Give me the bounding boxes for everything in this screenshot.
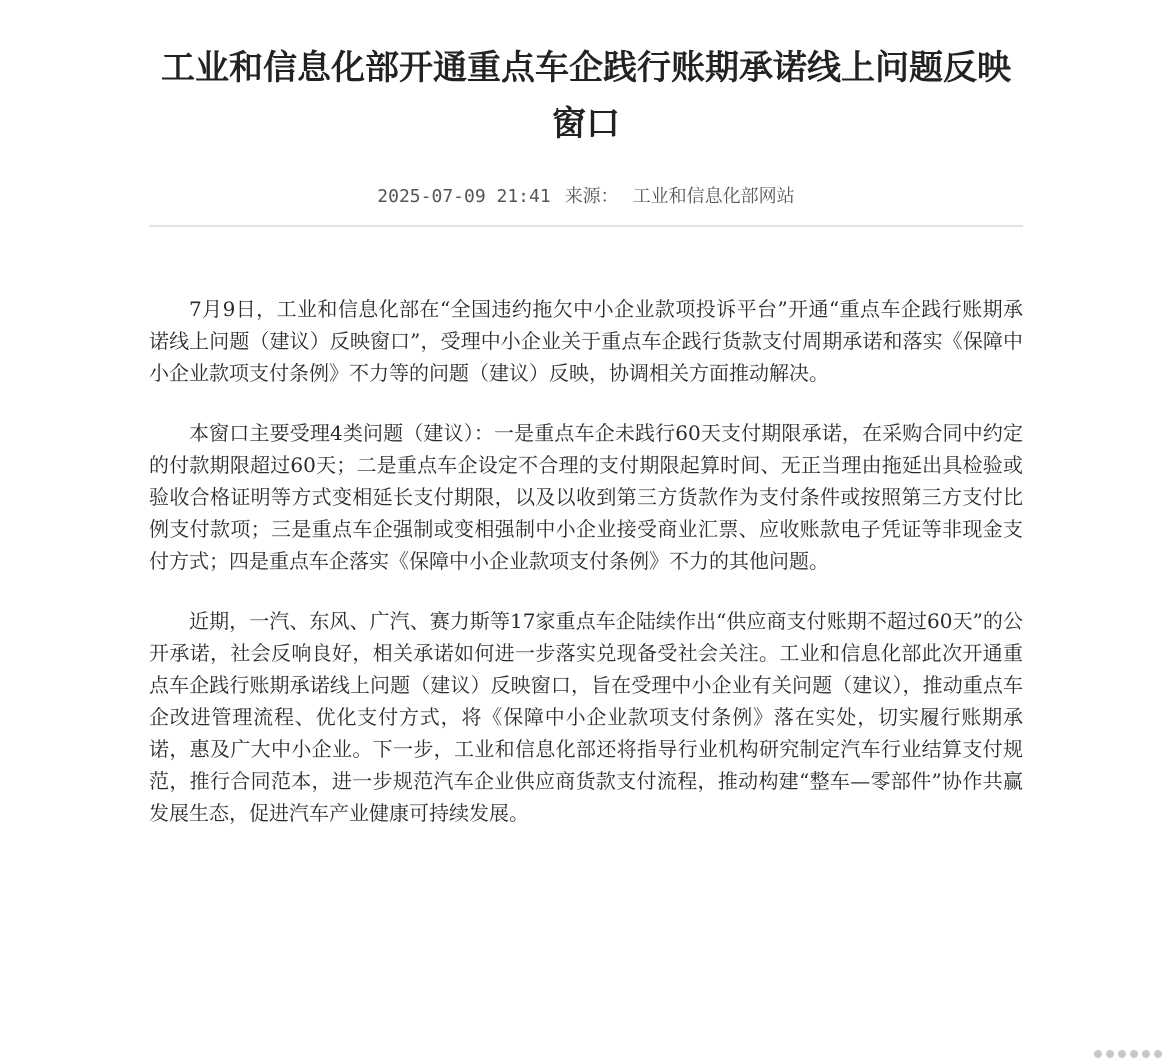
watermark-dot bbox=[1106, 1050, 1114, 1058]
paragraph: 近期，一汽、东风、广汽、赛力斯等17家重点车企陆续作出“供应商支付账期不超过60天”的公开承诺，社会反响良好，相关承诺如何进一步落实兑现备受社会关注。工业和信息化部此次开通重点车企践行账期承诺线上问题（建议）反映窗口，旨在受理中小企业有关问题（建议），推动重点车企改进管理流程、优化支付方式，将《保障中小企业款项支付条例》落在实处，切实履行账期承诺，惠及广大中小企业。下一步，工业和信息化部还将指导行业机构研究制定汽车行业结算支付规范，推行合同范本，进一步规范汽车企业供应商货款支付流程，推动构建“整车—零部件”协作共赢发展生态，促进汽车产业健康可持续发展。 bbox=[149, 609, 1023, 825]
watermark-dots bbox=[1094, 1050, 1162, 1058]
watermark-dot bbox=[1094, 1050, 1102, 1058]
paragraph: 本窗口主要受理4类问题（建议）：一是重点车企未践行60天支付期限承诺，在采购合同中约定的付款期限超过60天；二是重点车企设定不合理的支付期限起算时间、无正当理由拖延出具检验或验收合格证明等方式变相延长支付期限，以及以收到第三方货款作为支付条件或按照第三方支付比例支付款项；三是重点车企强制或变相强制中小企业接受商业汇票、应收账款电子凭证等非现金支付方式；四是重点车企落实《保障中小企业款项支付条例》不力的其他问题。 bbox=[149, 421, 1023, 573]
paragraph: 7月9日，工业和信息化部在“全国违约拖欠中小企业款项投诉平台”开通“重点车企践行账期承诺线上问题（建议）反映窗口”，受理中小企业关于重点车企践行货款支付周期承诺和落实《保障中小企业款项支付条例》不力等的问题（建议）反映，协调相关方面推动解决。 bbox=[149, 297, 1023, 385]
watermark-dot bbox=[1154, 1050, 1162, 1058]
publish-datetime: 2025-07-09 21:41 bbox=[377, 186, 551, 207]
watermark-dot bbox=[1142, 1050, 1150, 1058]
article bbox=[149, 40, 1023, 857]
watermark-dot bbox=[1130, 1050, 1138, 1058]
source-label: 来源： bbox=[564, 186, 619, 207]
article-meta bbox=[149, 184, 1023, 210]
header-divider bbox=[149, 225, 1023, 227]
watermark-dot bbox=[1118, 1050, 1126, 1058]
source-name: 工业和信息化部网站 bbox=[632, 186, 795, 207]
article-body bbox=[149, 293, 1023, 829]
article-title: 工业和信息化部开通重点车企践行账期承诺线上问题反映窗口 bbox=[161, 48, 1011, 144]
